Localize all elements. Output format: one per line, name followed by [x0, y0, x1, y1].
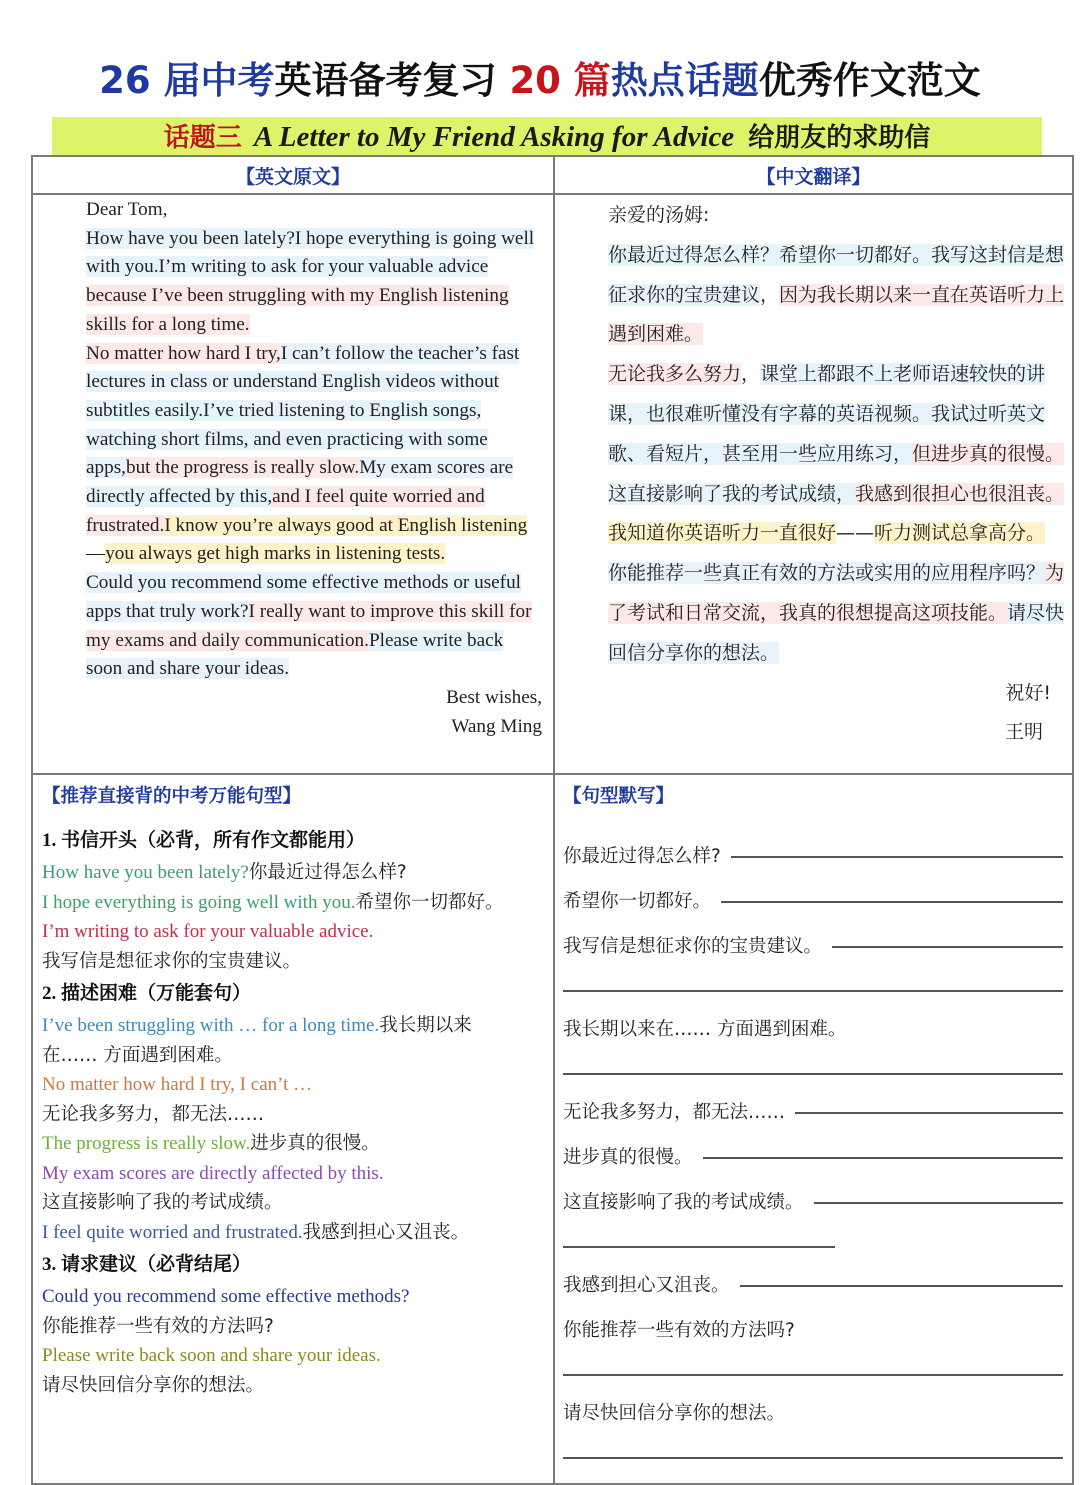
- title-part-grade: 26 届中考: [99, 59, 275, 102]
- phrase-english: No matter how hard I try, I can’t …: [42, 1074, 313, 1095]
- phrase-item: [42, 1011, 547, 1041]
- highlighted-phrase: 你最近过得怎么样？希望你一切都好。我写这封信是想征求你的宝贵建议: [608, 243, 1065, 306]
- highlighted-phrase: 课堂上都跟不上老师语速较快的讲课，也很难听懂没有字幕的英语视频。我试过听英文歌、看短片，甚至用一些应用练习，: [608, 363, 1046, 465]
- dictation-row: [563, 1380, 1063, 1425]
- title-part-essays: 优秀作文范文: [758, 59, 981, 102]
- phrase-item: [42, 1341, 547, 1371]
- phrase-english: I hope everything is going well with you.: [42, 891, 356, 913]
- phrase-chinese: 你能推荐一些有效的方法吗?: [42, 1315, 274, 1337]
- phrase-english: I’m writing to ask for your valuable advice.: [42, 921, 374, 942]
- phrase-chinese: 希望你一切都好。: [355, 891, 504, 913]
- translation-paragraph-2: [563, 355, 1065, 554]
- phrase-translation-line: [42, 1312, 547, 1342]
- phrase-translation-line: [42, 947, 547, 977]
- highlighted-phrase: 但进步真的很慢。: [912, 442, 1065, 465]
- answer-blank-line[interactable]: [563, 1246, 835, 1248]
- highlighted-phrase: 我感到很担心也很沮丧。: [855, 482, 1065, 505]
- phrase-item: [42, 858, 547, 888]
- answer-blank[interactable]: [703, 1137, 1063, 1159]
- topic-banner: [52, 117, 1042, 157]
- section-number: 3.: [42, 1254, 61, 1275]
- translation-signature: 王明: [1004, 721, 1043, 744]
- answer-blank-line[interactable]: [563, 1457, 1063, 1459]
- answer-blank[interactable]: [721, 881, 1063, 903]
- phrase-section-title: [42, 1247, 547, 1282]
- title-part-topics: 热点话题: [610, 59, 759, 102]
- answer-blank-line[interactable]: [563, 1374, 1063, 1376]
- phrase-item: [42, 888, 547, 918]
- dictation-prompt: 无论我多努力，都无法……: [563, 1102, 786, 1123]
- highlighted-phrase: 你能推荐一些真正有效的方法或实用的应用程序吗？: [608, 562, 1046, 585]
- dictation-row: [563, 1169, 1063, 1214]
- phrase-section-title: [42, 823, 547, 858]
- phrase-english: How have you been lately?: [42, 862, 249, 883]
- translation-greeting: 亲爱的汤姆:: [608, 204, 710, 226]
- phrase-chinese-continued: 在…… 方面遇到困难。: [42, 1044, 233, 1066]
- letter-signature: Wang Ming: [451, 715, 542, 737]
- title-part-subject: 英语备考复习: [274, 59, 510, 102]
- phrase-english: I feel quite worried and frustrated.: [42, 1221, 303, 1243]
- phrase-chinese: 进步真的很慢。: [250, 1133, 380, 1154]
- middle-row-divider: [31, 773, 1074, 775]
- dictation-row: [563, 868, 1063, 913]
- highlighted-phrase: 这直接影响了我的考试成绩，: [608, 482, 856, 505]
- highlighted-phrase: 为了考试和日常交流，我真的很想提高这项技能。: [608, 562, 1065, 624]
- header-row-divider: [31, 193, 1074, 195]
- phrase-item: [42, 1218, 547, 1248]
- phrase-english: My exam scores are directly affected by this.: [42, 1162, 384, 1184]
- dictation-row: [563, 913, 1063, 958]
- page-title: [0, 50, 1080, 104]
- phrase-translation-line: [42, 1100, 547, 1130]
- highlighted-phrase: —: [86, 543, 106, 565]
- phrase-item: [42, 1282, 547, 1312]
- dictation-prompt: 希望你一切都好。: [563, 891, 712, 912]
- phrase-chinese: 无论我多努力，都无法……: [42, 1103, 265, 1125]
- highlighted-phrase: I know you’re always good at English listening: [164, 514, 528, 536]
- section-number: 2.: [42, 983, 61, 1004]
- highlighted-phrase: I can’t follow the teacher’s fast lectures in class or understand English videos without subtitles easily.I’ve tried listening to English songs, watching short films, and even practicing with some apps,: [86, 342, 520, 479]
- dictation-header: 【句型默写】: [563, 786, 675, 807]
- highlighted-phrase: because I’ve been struggling with my English listening skills for a long time.: [86, 285, 509, 335]
- highlighted-phrase: 我知道你英语听力一直很好: [608, 522, 837, 545]
- phrase-section-title: [42, 976, 547, 1011]
- letter-paragraph-2: [42, 340, 542, 570]
- phrase-chinese: 我感到担心又沮丧。: [302, 1221, 470, 1243]
- highlighted-phrase: I really want to improve this skill for my exams and daily communication.: [86, 600, 532, 651]
- phrase-item: [42, 917, 547, 947]
- column-divider: [553, 155, 555, 1485]
- section-title-text: 描述困难（万能套句）: [61, 982, 252, 1004]
- topic-number: 话题三: [163, 123, 242, 153]
- phrase-translation-line: [42, 1188, 547, 1218]
- topic-chinese-title: 给朋友的求助信: [748, 123, 931, 153]
- phrase-item: [42, 1159, 547, 1189]
- dictation-row: [563, 996, 1063, 1041]
- letter-paragraph-3: [42, 569, 542, 684]
- english-letter: [42, 196, 542, 741]
- answer-blank[interactable]: [832, 926, 1063, 948]
- highlighted-phrase: you always get high marks in listening tests.: [105, 543, 446, 565]
- phrase-english: Please write back soon and share your ideas.: [42, 1345, 381, 1366]
- letter-closing: Best wishes,: [446, 686, 542, 708]
- dictation-row: [563, 1079, 1063, 1124]
- section-title-text: 请求建议（必背结尾）: [61, 1253, 252, 1275]
- answer-blank[interactable]: [814, 1182, 1063, 1204]
- answer-blank-line[interactable]: [563, 990, 1063, 992]
- translation-closing: 祝好!: [1005, 681, 1051, 704]
- dictation-prompt: 我感到担心又沮丧。: [563, 1275, 730, 1296]
- phrase-chinese: 你最近过得怎么样?: [248, 862, 407, 883]
- phrase-english: The progress is really slow.: [42, 1133, 251, 1154]
- phrase-chinese: 我写信是想征求你的宝贵建议。: [42, 950, 302, 972]
- highlighted-phrase: 听力测试总拿高分。: [874, 522, 1046, 545]
- highlighted-phrase: 因为我长期以来一直在英语听力上遇到困难。: [608, 283, 1065, 346]
- phrase-translation-line: [42, 1371, 547, 1401]
- english-original-header: 【英文原文】: [235, 166, 350, 188]
- highlighted-phrase: No matter how hard I try,: [86, 342, 281, 364]
- dictation-list: [563, 823, 1063, 1463]
- chinese-translation-header: 【中文翻译】: [756, 166, 871, 188]
- title-part-count: 20 篇: [509, 59, 611, 102]
- dictation-prompt: 进步真的很慢。: [563, 1147, 693, 1168]
- highlighted-phrase: Please write back soon and share your ideas.: [86, 629, 504, 680]
- dictation-row: [563, 823, 1063, 868]
- phrase-english: Could you recommend some effective methods?: [42, 1286, 410, 1307]
- phrase-translation-line: [42, 1041, 547, 1071]
- phrase-english: I’ve been struggling with … for a long time.: [42, 1015, 380, 1036]
- highlighted-phrase: Could you recommend some effective methods or useful apps that truly work?: [86, 572, 521, 622]
- dictation-row: [563, 1124, 1063, 1169]
- phrase-item: [42, 1129, 547, 1159]
- translation-paragraph-3: [563, 554, 1065, 673]
- highlighted-phrase: How have you been lately?I hope everything is going well with you.I’m writing to ask for your valuable advice: [86, 227, 535, 278]
- letter-paragraph-1: [42, 225, 542, 340]
- section-number: 1.: [42, 830, 61, 851]
- phrase-chinese: 这直接影响了我的考试成绩。: [42, 1192, 283, 1213]
- dictation-row: [563, 1297, 1063, 1342]
- highlighted-phrase: and I feel quite worried and frustrated.: [86, 486, 485, 536]
- highlighted-phrase: My exam scores are directly affected by this,: [86, 457, 514, 508]
- highlighted-phrase: but the progress is really slow.: [125, 457, 360, 479]
- answer-blank[interactable]: [740, 1265, 1063, 1287]
- phrase-chinese: 请尽快回信分享你的想法。: [42, 1374, 265, 1396]
- dictation-prompt: 请尽快回信分享你的想法。: [563, 1403, 786, 1424]
- highlighted-phrase: 无论我多么努力: [608, 363, 742, 386]
- answer-blank-line[interactable]: [563, 1073, 1063, 1075]
- phrase-list: [42, 823, 547, 1400]
- topic-english-title: A Letter to My Friend Asking for Advice: [253, 121, 735, 153]
- phrases-header: 【推荐直接背的中考万能句型】: [42, 786, 302, 807]
- highlighted-phrase: ，: [760, 283, 780, 306]
- dictation-prompt: 我写信是想征求你的宝贵建议。: [563, 936, 823, 957]
- dictation-prompt: 我长期以来在…… 方面遇到困难。: [563, 1019, 847, 1040]
- answer-blank[interactable]: [731, 836, 1063, 858]
- highlighted-phrase: ，: [741, 363, 761, 386]
- translation-paragraph-1: [563, 236, 1065, 355]
- section-title-text: 书信开头（必背，所有作文都能用）: [61, 829, 366, 851]
- phrase-chinese: 我长期以来: [379, 1015, 472, 1036]
- dictation-prompt: 你能推荐一些有效的方法吗?: [563, 1320, 795, 1341]
- dictation-prompt: 你最近过得怎么样?: [563, 846, 721, 867]
- highlighted-phrase: ——: [836, 522, 875, 545]
- chinese-letter: [563, 196, 1065, 753]
- letter-greeting: Dear Tom,: [86, 199, 168, 220]
- phrase-item: [42, 1070, 547, 1100]
- highlighted-phrase: 请尽快回信分享你的想法。: [608, 601, 1065, 664]
- dictation-row: [563, 1252, 1063, 1297]
- dictation-prompt: 这直接影响了我的考试成绩。: [563, 1192, 804, 1213]
- answer-blank[interactable]: [795, 1092, 1063, 1114]
